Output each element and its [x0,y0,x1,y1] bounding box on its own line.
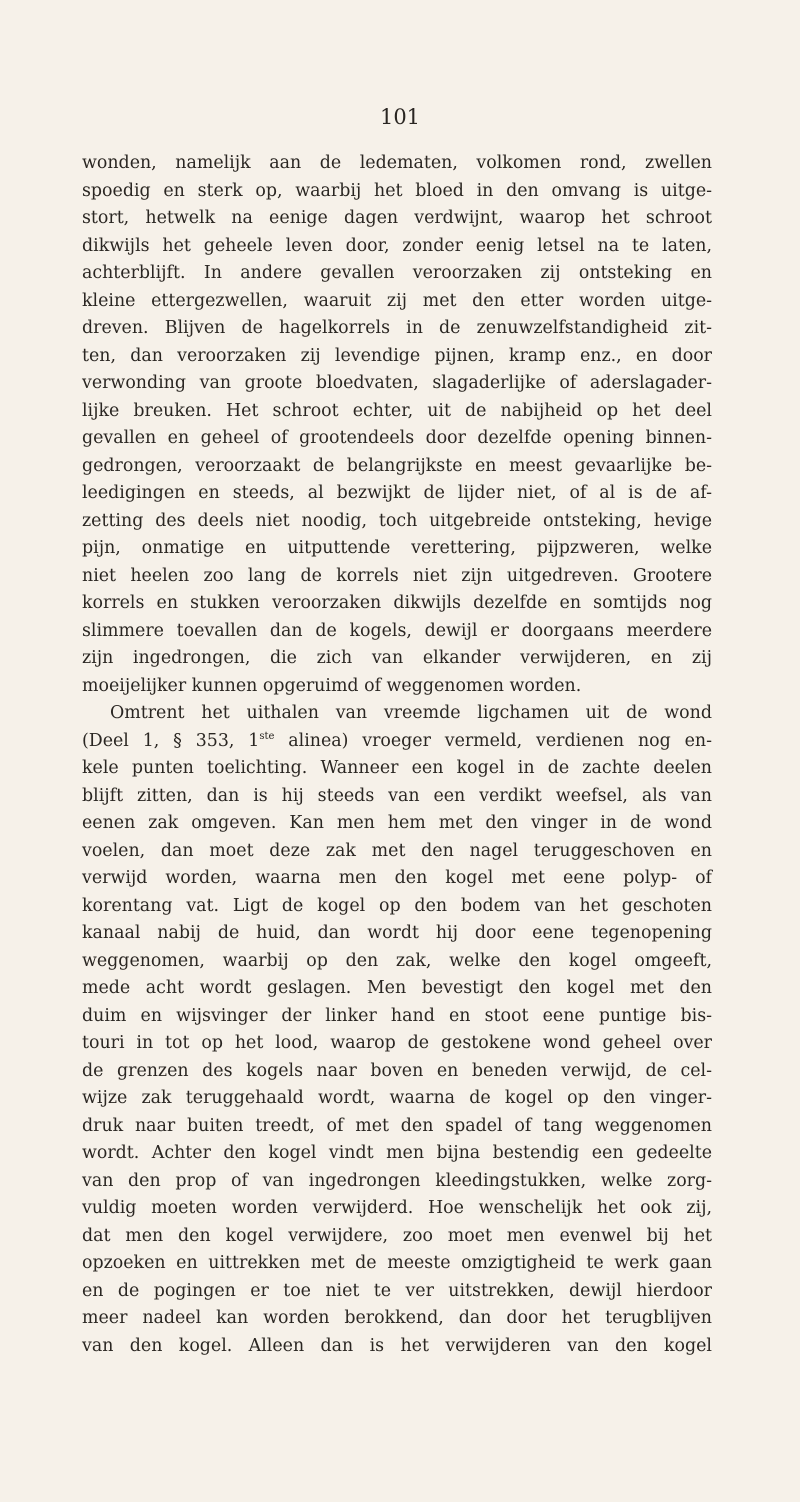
text-line: dreven. Blijven de hagelkorrels in de zenuwzelfstandigheid zit- [82,318,712,338]
text-line: kele punten toelichting. Wanneer een kogel in de zachte deelen [82,758,712,778]
text-line: stort, hetwelk na eenige dagen verdwijnt, waarop het schroot [82,208,712,228]
superscript: ste [259,730,275,742]
text-line: voelen, dan moet deze zak met den nagel teruggeschoven en [82,840,712,861]
text-line: kanaal nabij de huid, dan wordt hij door eene tegenopening [82,923,712,943]
text-line: meer nadeel kan worden berokkend, dan door het terugblijven [82,1308,712,1328]
paragraph-end-line: moeijelijker kunnen opgeruimd of weggenomen worden. [82,675,582,696]
text-line: slimmere toevallen dan de kogels, dewijl er doorgaans meerdere [82,620,712,641]
text-line-with-superscript [82,728,712,756]
text-line: korrels en stukken veroorzaken dikwijls dezelfde en somtijds nog [82,593,712,613]
body-text [82,150,712,1360]
text-line: zetting des deels niet noodig, toch uitgebreide ontsteking, hevige [82,510,712,531]
text-line: de grenzen des kogels naar boven en beneden verwijd, de cel- [82,1060,712,1081]
text-line: gevallen en geheel of grootendeels door dezelfde opening binnen- [82,428,712,448]
text-line: ten, dan veroorzaken zij levendige pijnen, kramp enz., en door [82,345,712,366]
text-line: korentang vat. Ligt de kogel op den bodem van het geschoten [82,895,712,916]
text-line: dikwijls het geheele leven door, zonder eenig letsel na te laten, [82,235,712,256]
text-line: niet heelen zoo lang de korrels niet zijn uitgedreven. Grootere [82,565,712,586]
text-line: druk naar buiten treedt, of met den spadel of tang weggenomen [82,1115,712,1136]
text-line: pijn, onmatige en uitputtende verettering, pijpzweren, welke [82,538,712,558]
text-line: touri in tot op het lood, waarop de gestokene wond geheel over [82,1033,712,1053]
text-line: vuldig moeten worden verwijderd. Hoe wenschelijk het ook zij, [82,1198,712,1218]
text-line: kleine ettergezwellen, waaruit zij met den etter worden uitge- [82,290,712,311]
text-line: zijn ingedrongen, die zich van elkander verwijderen, en zij [82,648,712,668]
text-line: leedigingen en steeds, al bezwijkt de lijder niet, of al is de af- [82,483,712,503]
text-line: spoedig en sterk op, waarbij het bloed in den omvang is uitge- [82,180,712,201]
text-line: wijze zak teruggehaald wordt, waarna de kogel op den vinger- [82,1088,712,1108]
paragraph-start-line: Omtrent het uithalen van vreemde ligchamen uit de wond [110,703,712,723]
text-line: verwijd worden, waarna men den kogel met eene polyp- of [82,868,712,888]
text-line: duim en wijsvinger der linker hand en stoot eene puntige bis- [82,1005,712,1026]
text-line: en de pogingen er toe niet te ver uitstrekken, dewijl hierdoor [82,1280,712,1301]
text-line: van den kogel. Alleen dan is het verwijderen van den kogel [82,1335,712,1356]
line-segment: alinea) vroeger vermeld, verdienen nog en- [274,730,712,751]
text-line: wordt. Achter den kogel vindt men bijna bestendig een gedeelte [82,1143,712,1163]
text-line: opzoeken en uittrekken met de meeste omzigtigheid te werk gaan [82,1253,712,1273]
text-line: blijft zitten, dan is hij steeds van een verdikt weefsel, als van [82,785,712,806]
text-line: lijke breuken. Het schroot echter, uit de nabijheid op het deel [82,400,712,421]
text-line: dat men den kogel verwijdere, zoo moet men evenwel bij het [82,1225,712,1246]
line-segment: (Deel 1, § 353, 1 [82,730,260,751]
text-line: gedrongen, veroorzaakt de belangrijkste en meest gevaarlijke be- [82,455,712,476]
text-line: achterblijft. In andere gevallen veroorzaken zij ontsteking en [82,263,712,283]
text-line: eenen zak omgeven. Kan men hem met den vinger in de wond [82,813,712,833]
text-line: van den prop of van ingedrongen kleedingstukken, welke zorg- [82,1170,712,1191]
text-line: wonden, namelijk aan de ledematen, volkomen rond, zwellen [82,153,712,173]
page-number: 101 [379,105,421,129]
text-line: verwonding van groote bloedvaten, slagaderlijke of aderslagader- [82,373,712,393]
text-line: mede acht wordt geslagen. Men bevestigt den kogel met den [82,978,712,998]
text-line: weggenomen, waarbij op den zak, welke den kogel omgeeft, [82,950,712,971]
